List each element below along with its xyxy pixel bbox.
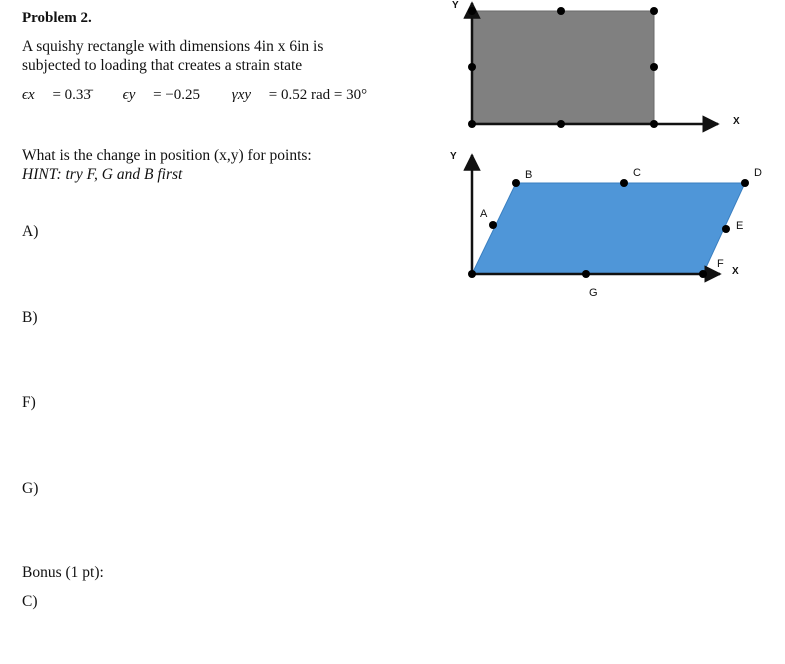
bonus-label: Bonus (1 pt):	[22, 564, 104, 581]
answer-label-a: A)	[22, 223, 39, 240]
original-rectangle	[472, 11, 654, 123]
point-e	[722, 225, 730, 233]
point-a-label: A	[480, 208, 488, 220]
top-y-axis-label: Y	[452, 0, 459, 11]
ex-value: = 0.33̄	[52, 87, 91, 103]
bonus-answer-label-c: C)	[22, 593, 38, 610]
problem-title: Problem 2.	[22, 10, 92, 26]
deformed-parallelogram-diagram	[450, 151, 762, 299]
point-d	[741, 179, 749, 187]
original-rectangle-diagram	[452, 0, 740, 128]
orig-point-right-mid	[650, 63, 658, 71]
point-g	[582, 270, 590, 278]
point-b	[512, 179, 520, 187]
point-f-label: F	[717, 258, 724, 270]
bottom-y-axis-label: Y	[450, 151, 457, 162]
point-b-label: B	[525, 169, 533, 181]
description-line-2: subjected to loading that creates a strain state	[22, 57, 303, 74]
answer-label-g: G)	[22, 480, 39, 497]
bottom-x-axis-label: X	[732, 266, 739, 277]
point-origin	[468, 270, 476, 278]
point-a	[489, 221, 497, 229]
point-d-label: D	[754, 167, 762, 179]
ey-symbol: ϵy	[122, 87, 136, 103]
orig-point-top-left	[468, 7, 476, 15]
top-x-axis-label: X	[733, 116, 740, 127]
gxy-symbol: γxy	[231, 87, 252, 103]
description-line-1: A squishy rectangle with dimensions 4in x 6in is	[22, 38, 324, 55]
deformed-parallelogram	[472, 183, 745, 274]
point-c	[620, 179, 628, 187]
question-line-1: What is the change in position (x,y) for points:	[22, 147, 312, 164]
orig-point-bottom-right	[650, 120, 658, 128]
gxy-value: = 0.52 rad = 30°	[268, 87, 368, 103]
answer-label-f: F)	[22, 394, 36, 411]
point-g-label: G	[589, 287, 598, 299]
point-f	[699, 270, 707, 278]
answer-label-b: B)	[22, 309, 38, 326]
point-c-label: C	[633, 167, 641, 179]
hint-line: HINT: try F, G and B first	[22, 166, 183, 183]
ey-value: = −0.25	[153, 87, 201, 103]
orig-point-left-mid	[468, 63, 476, 71]
ex-symbol: ϵx	[22, 87, 35, 103]
orig-point-top-mid	[557, 7, 565, 15]
orig-point-top-right	[650, 7, 658, 15]
orig-point-bottom-mid	[557, 120, 565, 128]
orig-point-bottom-left	[468, 120, 476, 128]
point-e-label: E	[736, 220, 744, 232]
